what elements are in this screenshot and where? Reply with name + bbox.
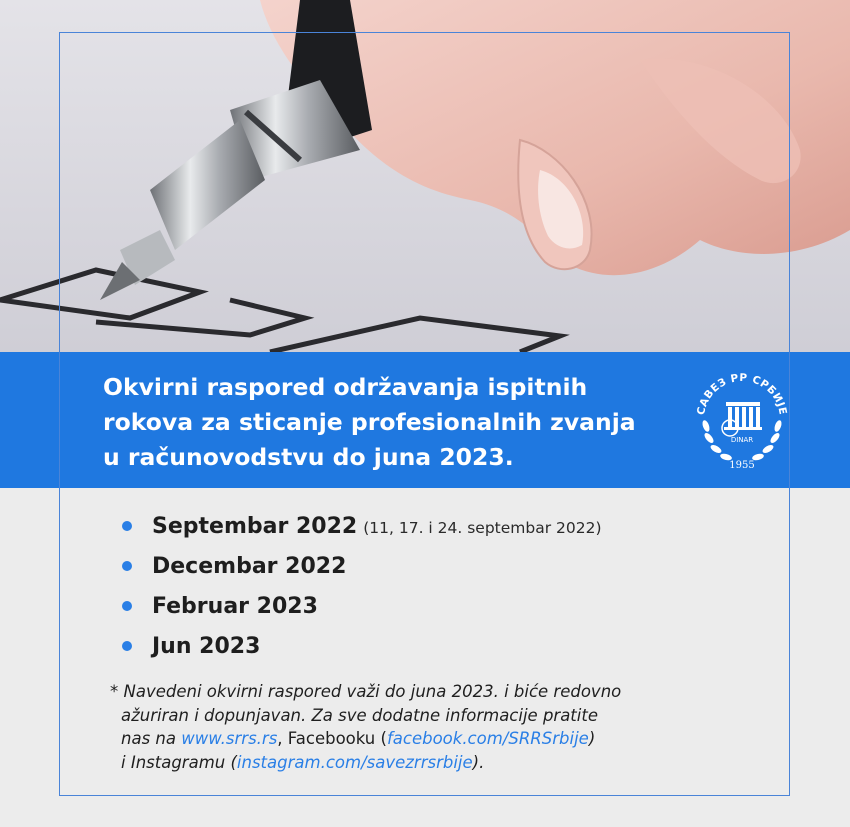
bullet-icon bbox=[122, 561, 132, 571]
term-label: Februar 2023 bbox=[152, 594, 318, 619]
logo-emblem-text: DINAR bbox=[730, 436, 754, 444]
footnote-text: , Facebooku ( bbox=[277, 729, 387, 748]
banner-title bbox=[103, 370, 683, 475]
term-detail: (11, 17. i 24. septembar 2022) bbox=[363, 519, 602, 537]
header-photo bbox=[0, 0, 850, 352]
term-label: Decembar 2022 bbox=[152, 554, 347, 579]
list-item bbox=[122, 588, 602, 628]
banner-title-line: Okvirni raspored održavanja ispitnih bbox=[103, 373, 588, 401]
footnote-text: nas na bbox=[121, 729, 182, 748]
footnote-line bbox=[110, 727, 710, 751]
footnote-line: ažuriran i dopunjavan. Za sve dodatne informacije pratite bbox=[121, 705, 598, 725]
banner-title-line: u računovodstvu do juna 2023. bbox=[103, 443, 514, 471]
list-item bbox=[122, 628, 602, 668]
instagram-link[interactable]: instagram.com/savezrrsrbije bbox=[236, 752, 473, 772]
exam-terms-list bbox=[122, 508, 602, 668]
list-item bbox=[122, 508, 602, 548]
pen-hand-illustration bbox=[0, 0, 850, 352]
building-icon bbox=[724, 402, 762, 430]
footnote bbox=[110, 680, 710, 774]
list-item bbox=[122, 548, 602, 588]
footnote-text: ) bbox=[588, 729, 596, 748]
svg-text:САВЕЗ РР СРБИЈЕ bbox=[695, 372, 789, 416]
facebook-link[interactable]: facebook.com/SRRSrbije bbox=[386, 729, 589, 748]
banner-title-line: rokova za sticanje profesionalnih zvanja bbox=[103, 408, 636, 436]
footnote-text: i Instagramu ( bbox=[121, 752, 237, 772]
association-logo bbox=[692, 364, 792, 474]
term-label: Jun 2023 bbox=[152, 634, 261, 659]
term-label: Septembar 2022 bbox=[152, 514, 358, 539]
footnote-line: * Navedeni okvirni raspored važi do juna 2023. i biće redovno bbox=[110, 682, 622, 701]
logo-arc-text: САВЕЗ РР СРБИЈЕ bbox=[695, 371, 789, 417]
bullet-icon bbox=[122, 521, 132, 531]
footnote-text: ). bbox=[472, 752, 485, 772]
website-link[interactable]: www.srrs.rs bbox=[181, 729, 278, 748]
logo-emblem-icon bbox=[692, 364, 792, 474]
bullet-icon bbox=[122, 601, 132, 611]
logo-year: 1955 bbox=[729, 460, 755, 471]
bullet-icon bbox=[122, 641, 132, 651]
footnote-line bbox=[110, 751, 710, 775]
